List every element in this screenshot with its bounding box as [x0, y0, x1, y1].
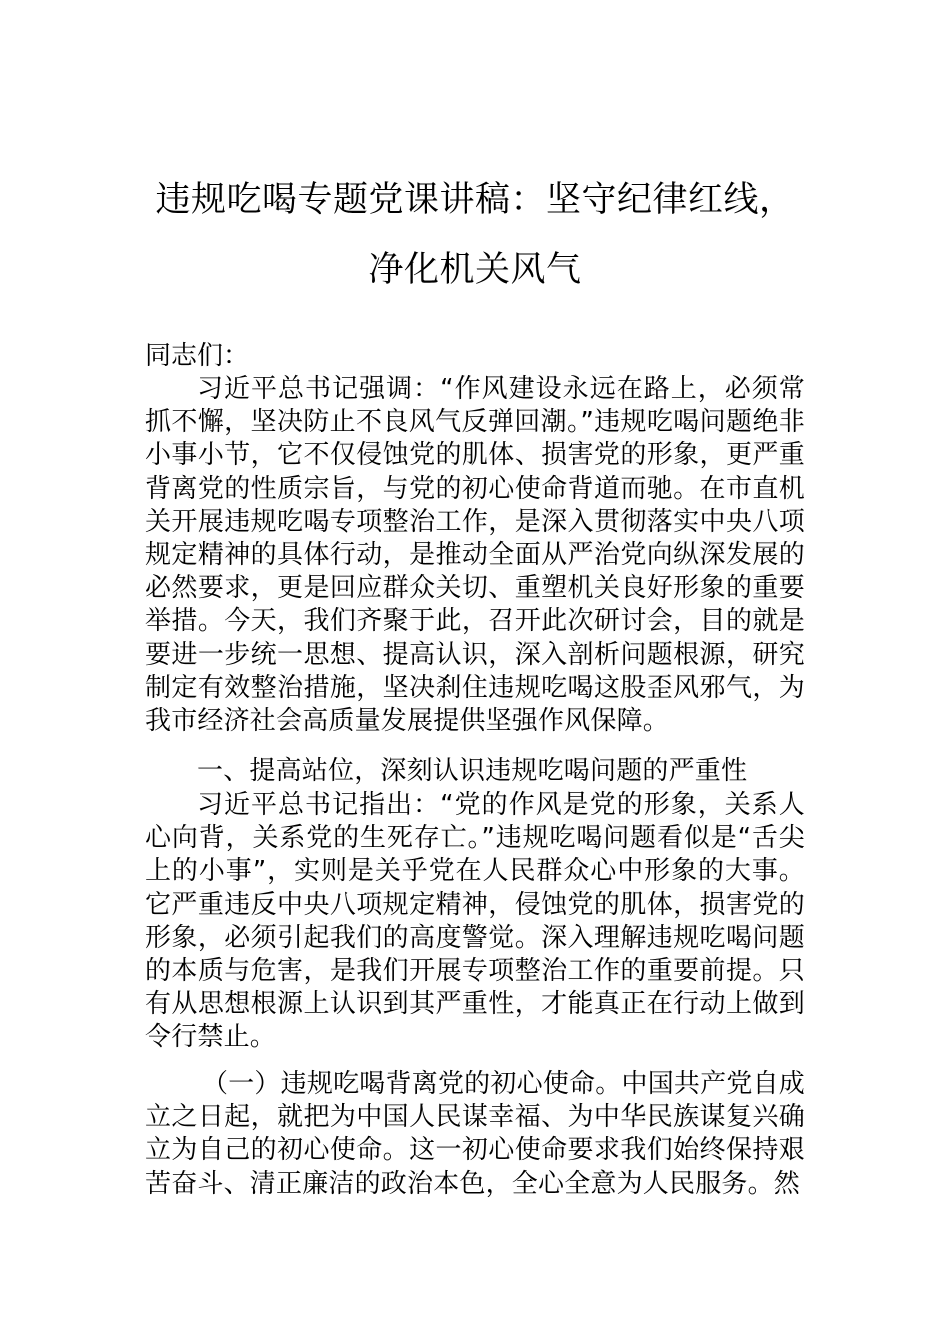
document-title-line-2: 净化机关风气 [368, 250, 582, 290]
paragraph-subsection-1: （一）违规吃喝背离党的初心使命。中国共产党自成立之日起，就把为中国人民谋幸福、为中华民族谋复兴确立为自己的初心使命。这一初心使命要求我们始终保持艰苦奋斗、清正廉洁的政治本色，全心全意为人民服务。然 [145, 1069, 805, 1199]
paragraph-section-1: 习近平总书记指出：“党的作风是党的形象，关系人心向背，关系党的生死存亡。”违规吃喝问题看似是“舌尖上的小事”，实则是关乎党在人民群众心中形象的大事。它严重违反中央八项规定精神，侵蚀党的肌体，损害党的形象，必须引起我们的高度警觉。深入理解违规吃喝问题的本质与危害，是我们开展专项整治工作的重要前提。只有从思想根源上认识到其严重性，才能真正在行动上做到令行禁止。 [145, 790, 805, 1053]
greeting: 同志们： [145, 341, 250, 371]
document-title-line-1: 违规吃喝专题党课讲稿：坚守纪律红线， [155, 180, 795, 220]
section-heading-1: 一、提高站位，深刻认识违规吃喝问题的严重性 [197, 756, 748, 786]
paragraph-intro: 习近平总书记强调：“作风建设永远在路上，必须常抓不懈，坚决防止不良风气反弹回潮。”违规吃喝问题绝非小事小节，它不仅侵蚀党的肌体、损害党的形象，更严重背离党的性质宗旨，与党的初心使命背道而驰。在市直机关开展违规吃喝专项整治工作，是深入贯彻落实中央八项规定精神的具体行动，是推动全面从严治党向纵深发展的必然要求，更是回应群众关切、重塑机关良好形象的重要举措。今天，我们齐聚于此，召开此次研讨会，目的就是要进一步统一思想、提高认识，深入剖析问题根源，研究制定有效整治措施，坚决刹住违规吃喝这股歪风邪气，为我市经济社会高质量发展提供坚强作风保障。 [145, 374, 805, 737]
